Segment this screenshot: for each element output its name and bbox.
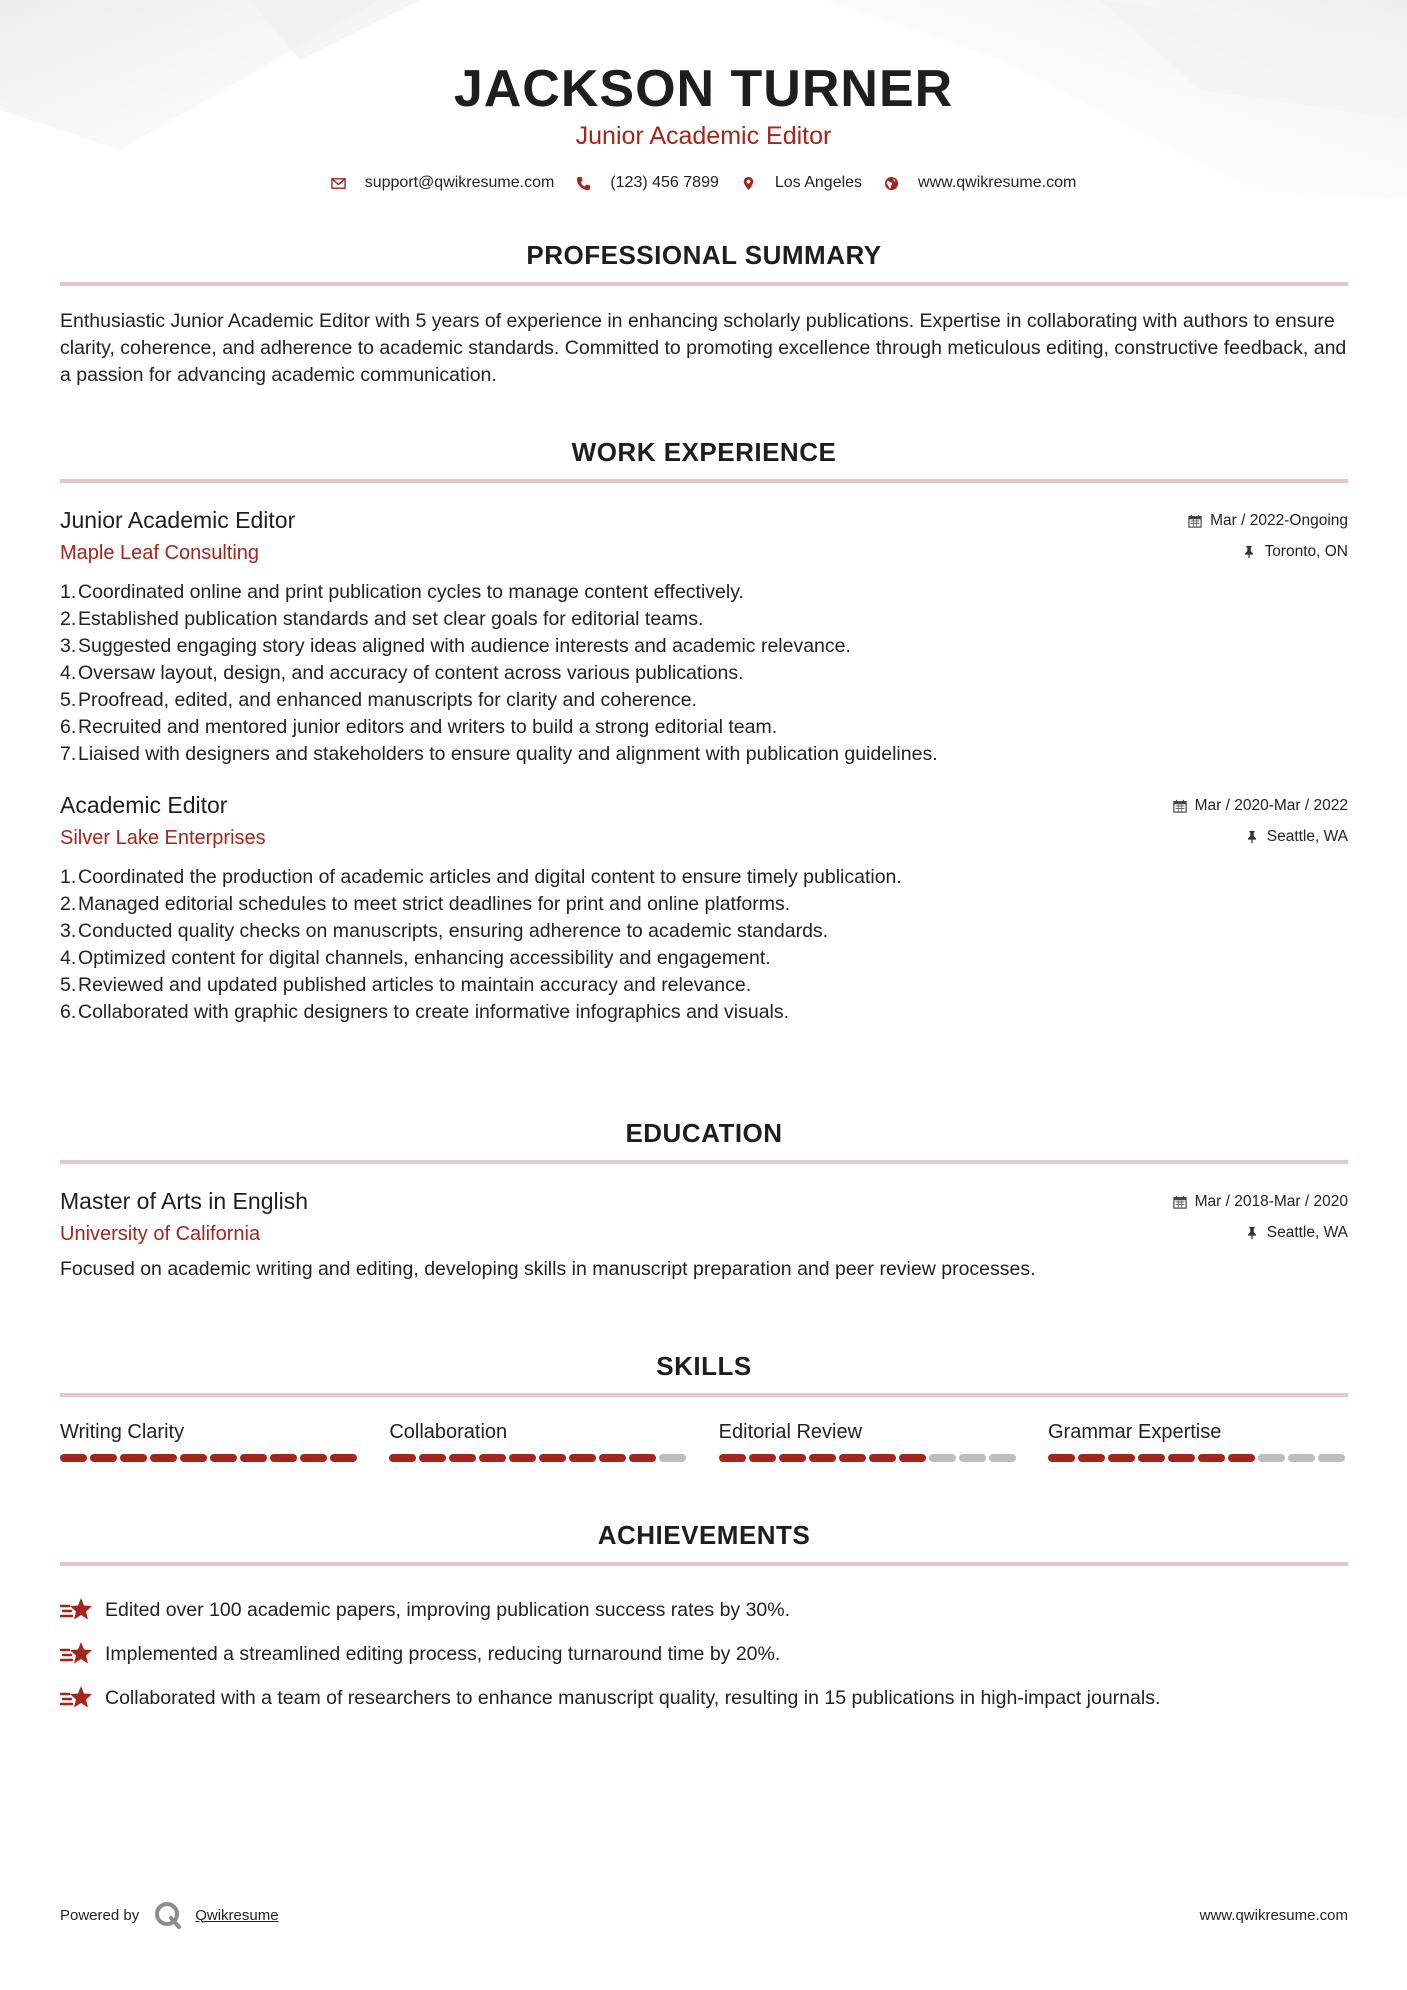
summary-section [60,238,1348,389]
skill-name: Writing Clarity [60,1421,185,1443]
powered-by [60,1900,279,1930]
list-item: 4.Optimized content for digital channels, enhancing accessibility and engagement. [60,947,771,969]
list-item: 7.Liaised with designers and stakeholders to ensure quality and alignment with publication guidelines. [60,743,938,765]
pushpin-icon [1245,1226,1259,1240]
skill-segment-filled [120,1454,147,1462]
brand-link[interactable]: Qwikresume [195,1906,279,1924]
skill-rating-bar [1048,1454,1348,1462]
shooting-star-icon [60,1639,94,1669]
job-role: Junior Academic Editor [60,507,296,533]
skill-segment-filled [569,1454,596,1462]
skill-segment-filled [599,1454,626,1462]
skill-segment-filled [719,1454,746,1462]
skill-segment-filled [449,1454,476,1462]
skill-segment-filled [150,1454,177,1462]
skill-segment-filled [1138,1454,1165,1462]
contact-phone[interactable] [576,174,719,192]
skills-row [60,1419,1348,1462]
skill-rating-bar [389,1454,689,1462]
experience-section [60,435,1348,1026]
shooting-star-icon [60,1595,94,1625]
skill-rating-bar [719,1454,1019,1462]
skill-segment-filled [539,1454,566,1462]
skill-segment-filled [389,1454,416,1462]
skill-segment-filled [240,1454,267,1462]
skill-rating-bar [60,1454,360,1462]
skill-segment-filled [509,1454,536,1462]
skill-segment-filled [180,1454,207,1462]
job-location-text: Seattle, WA [1266,828,1348,845]
skill-name: Editorial Review [718,1421,863,1443]
skills-section [60,1349,1348,1462]
skill-segment-empty [1288,1454,1315,1462]
job-dates [1173,797,1348,815]
job-dates-text: Mar / 2022-Ongoing [1210,512,1348,529]
job-location [1245,828,1348,846]
job-location-text: Toronto, ON [1264,543,1348,560]
education-degree: Master of Arts in English [60,1188,308,1214]
section-divider [60,1160,1348,1164]
achievement-text: Collaborated with a team of researchers to enhance manuscript quality, resulting in 15 publications in high-impact journals. [105,1686,1161,1709]
contact-email[interactable] [331,174,555,192]
skill-segment-filled [90,1454,117,1462]
skill-item [60,1419,360,1462]
skill-segment-filled [1048,1454,1075,1462]
job-entry [60,505,1348,768]
pushpin-icon [1245,830,1259,844]
list-item: 2.Managed editorial schedules to meet strict deadlines for print and online platforms. [60,893,791,915]
list-item: 5.Proofread, edited, and enhanced manuscripts for clarity and coherence. [60,689,697,711]
skill-segment-filled [270,1454,297,1462]
skill-segment-filled [1078,1454,1105,1462]
pushpin-icon [1242,545,1256,559]
skill-segment-filled [300,1454,327,1462]
skill-item [389,1419,689,1462]
list-item [60,1632,1348,1676]
list-item: 6.Collaborated with graphic designers to create informative infographics and visuals. [60,1001,790,1023]
skill-segment-filled [839,1454,866,1462]
education-entry [60,1186,1348,1283]
skill-segment-filled [419,1454,446,1462]
skill-segment-filled [809,1454,836,1462]
section-divider [60,1562,1348,1566]
envelope-icon [331,176,346,191]
list-item [60,1676,1348,1720]
job-company: Silver Lake Enterprises [60,827,266,849]
candidate-name: JACKSON TURNER [453,60,954,118]
skill-segment-filled [749,1454,776,1462]
skill-name: Grammar Expertise [1047,1421,1222,1443]
footer-website[interactable]: www.qwikresume.com [1199,1906,1348,1924]
list-item: 3.Conducted quality checks on manuscripts, ensuring adherence to academic standards. [60,920,829,942]
skill-segment-empty [1258,1454,1285,1462]
education-description: Focused on academic writing and editing, developing skills in manuscript preparation and peer review processes. [60,1258,1036,1280]
achievement-text: Implemented a streamlined editing process, reducing turnaround time by 20%. [105,1642,781,1665]
website-text: www.qwikresume.com [918,174,1077,191]
skill-segment-filled [899,1454,926,1462]
job-dates-text: Mar / 2020-Mar / 2022 [1194,797,1348,814]
contact-website[interactable] [884,174,1076,192]
section-divider [60,1393,1348,1397]
education-dates-text: Mar / 2018-Mar / 2020 [1194,1193,1348,1210]
skill-segment-filled [479,1454,506,1462]
job-bullets [60,579,1348,768]
contact-bar [0,174,1407,192]
skill-segment-filled [1198,1454,1225,1462]
education-dates [1173,1193,1348,1211]
job-dates [1188,512,1348,530]
list-item: 4.Oversaw layout, design, and accuracy of content across various publications. [60,662,744,684]
email-text: support@qwikresume.com [364,174,555,191]
globe-icon [884,176,899,191]
skill-segment-filled [210,1454,237,1462]
education-school: University of California [60,1223,261,1245]
skill-name: Collaboration [389,1421,508,1443]
resume-header [0,0,1407,192]
skill-segment-empty [959,1454,986,1462]
skill-segment-empty [989,1454,1016,1462]
phone-text: (123) 456 7899 [610,174,719,191]
section-divider [60,479,1348,483]
list-item: 5.Reviewed and updated published articles to maintain accuracy and relevance. [60,974,752,996]
section-divider [60,282,1348,286]
summary-heading: PROFESSIONAL SUMMARY [526,240,882,270]
calendar-icon [1188,514,1202,528]
skill-segment-filled [1228,1454,1255,1462]
job-bullets [60,864,1348,1026]
page-footer [60,1900,1348,1930]
job-entry [60,790,1348,1026]
list-item: 3.Suggested engaging story ideas aligned with audience interests and academic relevance. [60,635,851,657]
skill-segment-empty [659,1454,686,1462]
skill-segment-filled [869,1454,896,1462]
achievements-section [60,1518,1348,1720]
summary-text: Enthusiastic Junior Academic Editor with 5 years of experience in enhancing scholarly publications. Expertise in collaborating with authors to ensure clarity, coherence, and adherence to academic standards. Committed to promoting excellence through meticulous editing, constructive feedback, and a passion for advancing academic communication. [60,310,1347,386]
skill-item [1048,1419,1348,1462]
experience-heading: WORK EXPERIENCE [571,437,837,467]
education-location-text: Seattle, WA [1266,1224,1348,1241]
contact-location [741,174,862,192]
location-text: Los Angeles [774,174,863,191]
list-item: 1.Coordinated the production of academic articles and digital content to ensure timely publication. [60,866,902,888]
list-item: 2.Established publication standards and set clear goals for editorial teams. [60,608,704,630]
job-role: Academic Editor [60,792,228,818]
skill-segment-filled [1108,1454,1135,1462]
list-item [60,1588,1348,1632]
candidate-title: Junior Academic Editor [575,122,832,150]
qwikresume-logo-icon [153,1900,183,1930]
skill-segment-empty [1318,1454,1345,1462]
skill-segment-empty [929,1454,956,1462]
achievements-list [60,1588,1348,1720]
phone-icon [576,176,591,191]
skill-segment-filled [60,1454,87,1462]
skills-heading: SKILLS [656,1351,752,1381]
list-item: 1.Coordinated online and print publication cycles to manage content effectively. [60,581,744,603]
map-pin-icon [741,176,756,191]
powered-by-label: Powered by [60,1906,140,1924]
job-location [1242,543,1348,561]
education-location [1245,1224,1348,1242]
calendar-icon [1173,799,1187,813]
list-item: 6.Recruited and mentored junior editors and writers to build a strong editorial team. [60,716,778,738]
shooting-star-icon [60,1683,94,1713]
education-heading: EDUCATION [625,1118,783,1148]
job-company: Maple Leaf Consulting [60,542,260,564]
calendar-icon [1173,1195,1187,1209]
education-section [60,1116,1348,1283]
achievement-text: Edited over 100 academic papers, improving publication success rates by 30%. [105,1598,791,1621]
skill-segment-filled [629,1454,656,1462]
skill-item [719,1419,1019,1462]
achievements-heading: ACHIEVEMENTS [597,1520,811,1550]
skill-segment-filled [1168,1454,1195,1462]
skill-segment-filled [330,1454,357,1462]
skill-segment-filled [779,1454,806,1462]
